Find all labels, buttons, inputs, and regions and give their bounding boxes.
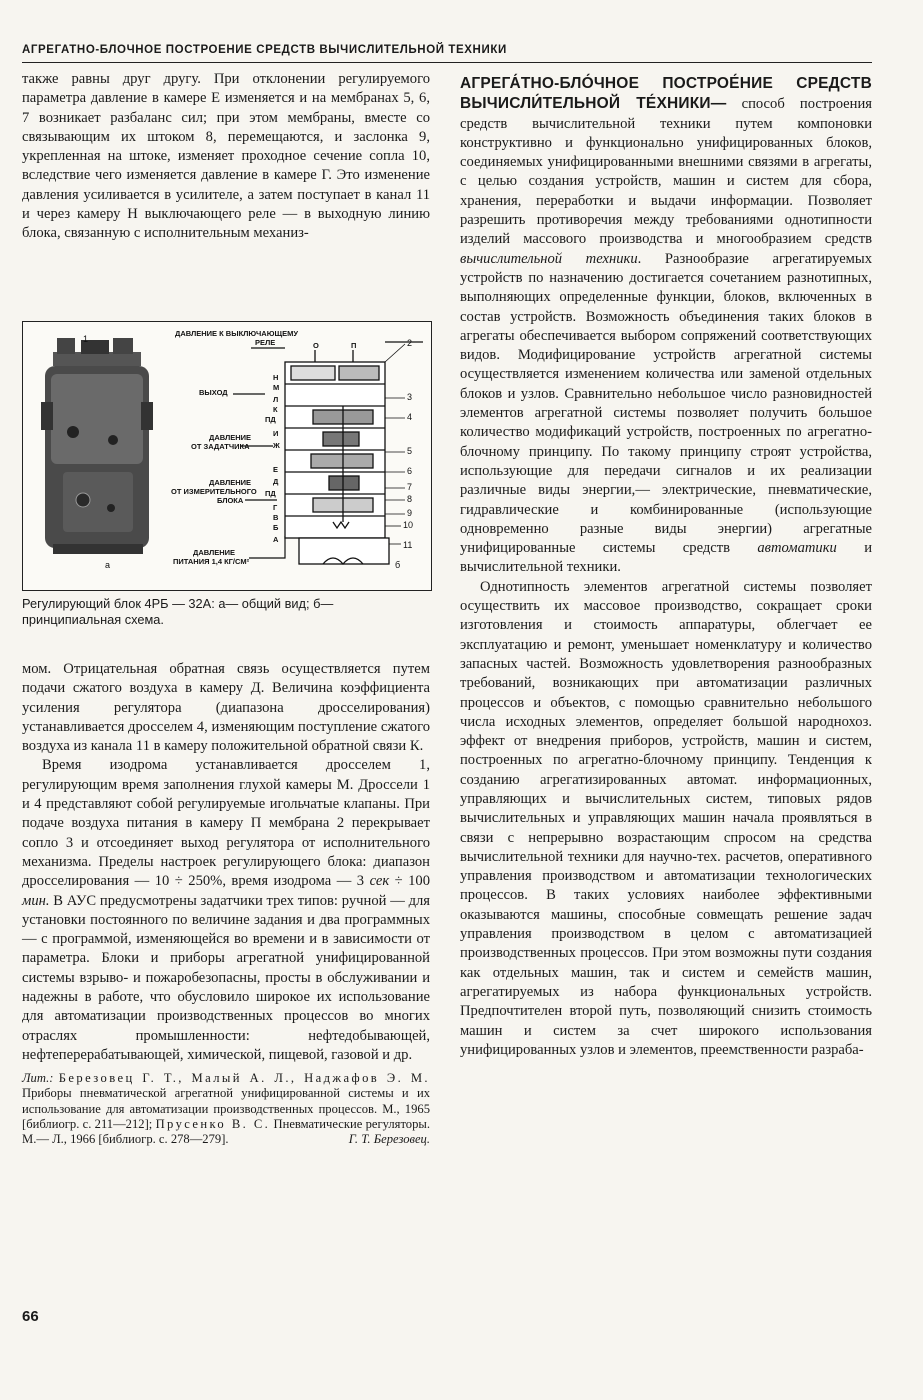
label-supply-1: ДАВЛЕНИЕ [193,548,236,557]
letter-pd1: ПД [265,415,276,424]
part-number: 10 [403,520,414,530]
letter-n: Н [273,373,279,382]
letter-zh: Ж [273,441,280,450]
part-number: 3 [407,392,413,402]
entry-title: АГРЕГА́ТНО-БЛО́ЧНОЕ ПОСТРОЕ́НИЕ СРЕДСТВ ВЫЧИСЛИ́ТЕЛЬНОЙ ТЕ́ХНИКИ— [460,75,872,113]
unit-seconds: сек [369,873,390,890]
letter-g: Г [273,503,278,512]
paragraph: Однотипность элементов агрегатной системы позволяет осуществить их массовое производство, сокращает сроки изготовления и стоимость аппаратуры, облегчает ее эксплуатацию и ремонт, уменьшает номенклатуру и количество запасных частей. Возможность удовлетворения разнообразных требований, возникающих при автоматизации различных процессов и объектов, с помощью сравнительно небольшого числа исходных элементов, определяет большой народнохоз. эффект от внедрения приборов, устройств, машин и систем, построенных по агрегатно-блочному принципу. Тенденция к созданию агрегатизированных автомат. информационных, управляющих и вычислительных систем, типовых рядов вычислительных и управляющих машин начала проявляться в связи с непрерывно возрастающим спросом на средства вычислительной техники для научно-тех. расчетов, оперативного управления производством и автоматизации технологических процессов. В таких условиях наиболее эффективными оказываются машины, способные совмещать решение задач управления производством в целом с автоматизацией производственных процессов. При этом возможны пути создания как отдельных машин, так и систем и семейств машин, агрегатируемых из набора функциональных устройств. Предпочтителен второй путь, позволяющий снизить стоимость машин и систем за счет широкого использования унифицированных узлов и элементов, преемственности разраба- [460,578,872,1058]
lit-label: Лит.: [22,1071,54,1086]
left-column-top [22,70,430,244]
paragraph: мом. Отрицательная обратная связь осуществляется путем подачи сжатого воздуха в камеру Д. Величина коэффициента усиления регулятора (диапазона дросселирования) устанавливается дросселем 4, изменяющим поступление сжатого воздуха из канала 11 в камеру положительной обратной связи К. [22,661,430,755]
page-number: 66 [22,1308,39,1325]
cross-reference: автоматики [757,540,837,557]
label-pressure-relay: ДАВЛЕНИЕ К ВЫКЛЮЧАЮЩЕМУ [175,329,299,338]
cross-reference: вычислительной техники [460,250,638,267]
letter-m: М [273,383,280,392]
text-run: Время изодрома устанавливается дросселем 1, регулирующим время заполнения глухой камеры М. Дроссели 1 и 4 представляют собой регулируемые игольчатые клапаны. При подаче воздуха питания в камеру П мембрана 2 перекрывает сопло 3 и отсоединяет выход регулятора от исполнительного механизма. Пределы настроек регулирующего блока: диапазон дросселирования — 10 ÷ 250%, время изодрома — 3 [22,757,430,890]
label-meas-3: БЛОКА [217,496,244,505]
unit-minutes: мин. [22,892,50,909]
figure-caption: Регулирующий блок 4РБ — 32А: а— общий вид; б— принципиальная схема. [22,596,334,627]
letter-a-chamber: А [273,535,279,544]
label-meas-2: ОТ ИЗМЕРИТЕЛЬНОГО [171,487,257,496]
figure-drawing [23,322,431,590]
author-signature: Г. Т. Березовец. [348,1132,430,1147]
letter-d: Д [273,477,279,486]
label-setter-1: ДАВЛЕНИЕ [209,433,252,442]
label-output: ВЫХОД [199,388,228,397]
part-number: 5 [407,446,413,456]
paragraph [22,756,430,1065]
lit-author: Березовец Г. Т., Малый А. Л., Наджафов Э. М. [58,1071,430,1086]
label-setter-2: ОТ ЗАДАТЧИКА [191,442,250,451]
part-number: 9 [407,508,413,518]
part-number: 8 [407,494,413,504]
text-run: В АУС предусмотрены задатчики трех типов: ручной — для установки постоянного по величине задания и два программных — с программой, изменяющейся во времени и в зависимости от параметра. Блоки и приборы агрегатной унифицированной системы взрыво- и пожаробезопасны, просты в обслуживании и надежны в работе, что обусловило широкое их использование для автоматизации производственных процессов во многих отраслях промышленности: нефтедобывающей, нефтеперерабатывающей, химической, пищевой, газовой и др. [22,892,430,1063]
letter-b: Б [273,523,279,532]
part-number: 6 [407,466,413,476]
figure-letter-a: а [105,560,111,570]
text-run: способ построения средств вычислительной техники путем компоновки конструктивно и функционально унифицированных блоков, соединяемых унифицированными внешними связями в агрегаты, с целью создания устройств, машин и систем для сбора, хранения, переработки и выдачи информации. Позволяет разрешить противоречия между требованиями однотипности изделий массового производства и многообразием средств [460,96,872,248]
part-number: 4 [407,412,413,422]
paragraph: также равны друг другу. При отклонении регулируемого параметра давление в камере Е изменяется и на мембранах 5, 6, 7 возникает разбаланс сил; при этом мембраны, вместе со связывающим их штоком 8, перемещаются, и заслонка 9, укрепленная на штоке, изменяет проходное сечение сопла 10, вследствие чего изменяется давление в камере Г. Это изменение давления усиливается в усилителе, а затем поступает в канал 11 и через камеру Н выключающего реле — в выходную линию блока, связанную с исполнительным механиз- [22,71,430,242]
label-supply-2: ПИТАНИЯ 1,4 КГ/СМ² [173,557,250,566]
figure-regulating-block [22,321,432,591]
text-run: ÷ 100 [389,873,430,890]
part-number: 7 [407,482,413,492]
label-meas-1: ДАВЛЕНИЕ [209,478,252,487]
letter-o: О [313,341,319,350]
lit-text: Приборы пневматической агрегатной унифицированной системы и их использование для автоматизации производственных процессов. М., 1965 [библиогр. с. 211—212]; [22,1086,430,1131]
schematic [285,342,423,564]
letter-p: П [351,341,357,350]
running-head: АГРЕГАТНО-БЛОЧНОЕ ПОСТРОЕНИЕ СРЕДСТВ ВЫЧИСЛИТЕЛЬНОЙ ТЕХНИКИ [22,44,507,56]
label-relay: РЕЛЕ [255,338,276,347]
paragraph [460,74,872,578]
letter-v: В [273,513,279,522]
bibliography [22,1071,430,1147]
letter-k: К [273,405,278,414]
lit-author: Прусенко В. С. [155,1116,271,1131]
right-column [460,74,872,1060]
letter-pd2: ПД [265,489,276,498]
leader-lines [385,344,405,544]
text-run: . Разнообразие агрегатируемых устройств по назначению достигается сочетанием разнотипных, выполняющих определенные функции, блоков, включенных в состав устройств. Возможность объединения таких блоков в агрегаты обеспечивается выбором сопряжений соответствующих видов. Модифицирование устройств агрегатной системы осуществляется изменением количества или заменой отдельных блоков и узлов. Сравнительно небольшое число разновидностей элементов агрегатной системы позволяет получить большое количество модификаций устройств, построенных по агрегатно-блочному принципу. По такому принципу строят устройства, использующие для передачи сигналов и их реализации различные виды энергии,— электрические, пневматические, гидравлические и комбинированные (использующие одновременно разные виды энергии) агрегатные унифицированные системы средств [460,250,873,557]
left-column-bottom [22,660,430,1147]
letter-i: И [273,429,279,438]
part-number: 11 [403,540,413,550]
part-number: 1 [83,334,89,344]
part-number: 2 [407,338,413,348]
figure-letter-b: б [395,560,401,570]
device-photo [41,338,153,554]
letter-e: Е [273,465,279,474]
header-rule [22,62,872,63]
letter-l: Л [273,395,279,404]
text-run: и вычислительной техники. [460,540,873,576]
lit-text: Пневматические регуляторы. М.— Л., 1966 [библиогр. с. 278—279]. [22,1116,431,1147]
